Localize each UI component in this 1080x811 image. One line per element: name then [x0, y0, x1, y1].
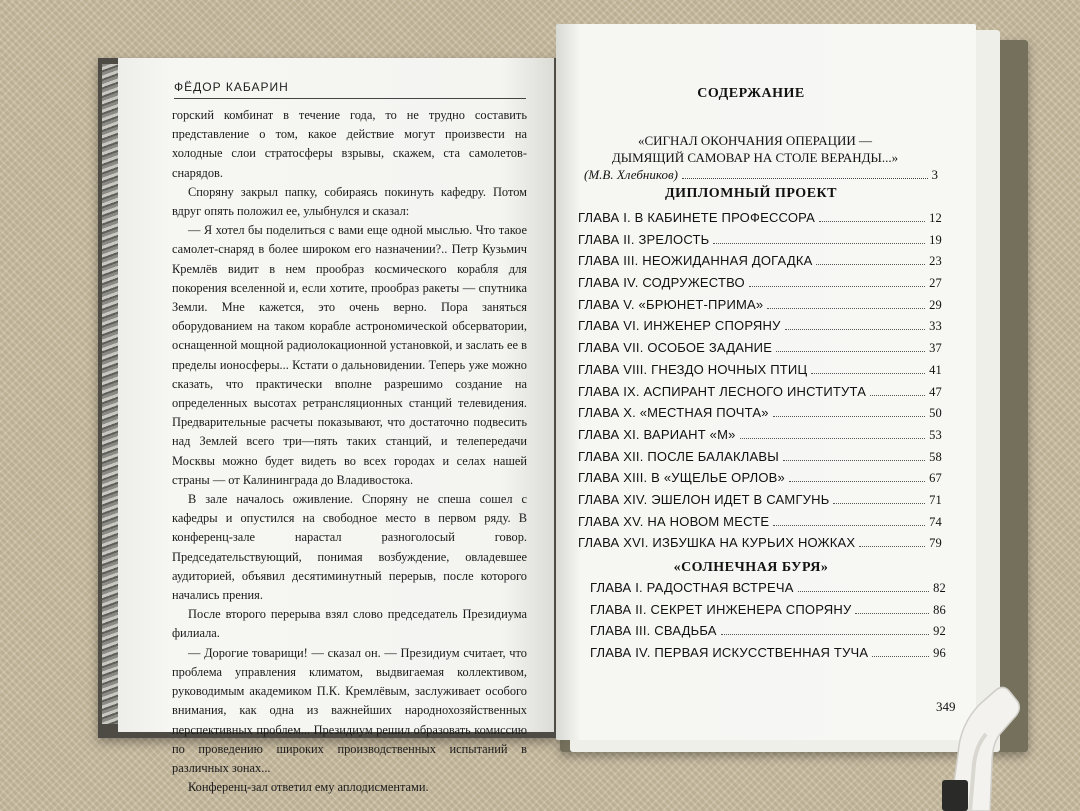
toc-entry — [578, 297, 942, 319]
page-clip — [930, 684, 1020, 811]
paragraph: горский комбинат в течение года, то не трудно составить представление о том, какое действие могут произвести на холодные слои стратосферы взрывы, скажем, ста самолетов-снарядов. — [172, 108, 527, 180]
toc-entry — [578, 384, 942, 406]
toc-entry-page: 27 — [929, 276, 942, 291]
dot-leader — [855, 613, 929, 614]
toc-entry — [578, 210, 942, 232]
dot-leader — [740, 438, 926, 439]
dot-leader — [870, 395, 925, 396]
toc-entry-label: ГЛАВА XI. ВАРИАНТ «М» — [578, 426, 736, 442]
toc-entry-label: ГЛАВА VIII. ГНЕЗДО НОЧНЫХ ПТИЦ — [578, 361, 808, 377]
toc-intro-author-row — [572, 166, 938, 183]
toc-section-2 — [590, 580, 946, 667]
toc-entry — [578, 470, 942, 492]
toc-intro-line2: ДЫМЯЩИЙ САМОВАР НА СТОЛЕ ВЕРАНДЫ...» — [611, 150, 899, 165]
page-body-text — [172, 106, 527, 797]
toc-entry-page: 29 — [929, 297, 942, 312]
dot-leader — [833, 503, 925, 504]
paragraph: После второго перерыва взял слово председатель Президиума филиала. — [172, 607, 527, 641]
dot-leader — [789, 481, 925, 482]
toc-entry-label: ГЛАВА XV. НА НОВОМ МЕСТЕ — [578, 513, 770, 529]
dot-leader — [798, 591, 929, 592]
toc-entry — [590, 580, 946, 602]
toc-entry-page: 96 — [933, 646, 946, 661]
right-page — [556, 24, 976, 740]
toc-intro — [572, 132, 938, 183]
paragraph: — Я хотел бы поделиться с вами еще одной мыслью. Что такое самолет-снаряд в более широком его назначении?.. Петр Кузьмич Кремлёв видит в нем прообраз космического корабля для покорения вселенной и, если хотите, прообраз ракеты — спутника Земли. Мне кажется, это очень верно. Пора заняться оборудованием на таком корабле астрономической обсерватории, оснащенной мощной радиолокационной установкой, и заслать ее в пределы ионосферы... Кстати о дальновидении. Теперь уже можно сказать, что практически вполне разрешимо создание на определенных высотах ретрансляционных станций телевидения. Предварительные расчеты показывают, что достаточно подвесить над Землей всего три—пять таких станций, и телепередачи Москвы можно будет видеть во всех городах и селах нашей страны — от Калининграда до Владивостока. — [172, 223, 527, 487]
toc-entry-label: ГЛАВА II. ЗРЕЛОСТЬ — [578, 231, 710, 247]
toc-entry — [578, 405, 942, 427]
contents-title: СОДЕРЖАНИЕ — [697, 86, 805, 101]
toc-entry-page: 86 — [933, 602, 946, 617]
toc-entry-label: ГЛАВА III. СВАДЬБА — [590, 623, 717, 639]
toc-entry — [590, 645, 946, 667]
header-rule — [174, 98, 526, 99]
toc-entry-label: ГЛАВА IV. ПЕРВАЯ ИСКУССТВЕННАЯ ТУЧА — [590, 645, 869, 661]
toc-intro-page: 3 — [931, 167, 938, 182]
dot-leader — [776, 351, 925, 352]
toc-entry-page: 67 — [929, 471, 942, 486]
toc-entry-page: 33 — [929, 319, 942, 334]
running-head: ФЁДОР КАБАРИН — [174, 80, 289, 94]
toc-entry — [578, 427, 942, 449]
toc-entry-page: 23 — [929, 254, 942, 269]
dot-leader — [713, 243, 925, 244]
toc-entry-page: 19 — [929, 232, 942, 247]
toc-entry-page: 37 — [929, 341, 942, 356]
toc-entry-page: 82 — [933, 581, 946, 595]
toc-entry — [578, 318, 942, 340]
dot-leader — [811, 373, 925, 374]
toc-entry-page: 74 — [929, 514, 942, 529]
toc-entry-label: ГЛАВА XII. ПОСЛЕ БАЛАКЛАВЫ — [578, 448, 779, 464]
dot-leader — [872, 656, 929, 657]
toc-entry-page: 92 — [933, 624, 946, 639]
dot-leader — [816, 264, 925, 265]
toc-entry — [578, 232, 942, 254]
toc-entry — [578, 535, 942, 557]
toc-entry — [578, 514, 942, 536]
toc-entry-label: ГЛАВА VI. ИНЖЕНЕР СПОРЯНУ — [578, 318, 781, 334]
dot-leader — [859, 546, 925, 547]
section-title-diploma: ДИПЛОМНЫЙ ПРОЕКТ — [664, 186, 838, 201]
toc-entry-label: ГЛАВА XIII. В «УЩЕЛЬЕ ОРЛОВ» — [578, 470, 785, 486]
toc-entry-page: 71 — [929, 492, 942, 507]
dot-leader — [749, 286, 925, 287]
toc-entry — [590, 602, 946, 624]
toc-intro-line1: «СИГНАЛ ОКОНЧАНИЯ ОПЕРАЦИИ — — [637, 133, 873, 148]
dot-leader — [773, 525, 925, 526]
toc-entry-label: ГЛАВА V. «БРЮНЕТ-ПРИМА» — [578, 296, 764, 312]
paragraph: Споряну закрыл папку, собираясь покинуть кафедру. Потом вдруг опять положил ее, улыбнулся и сказал: — [172, 184, 527, 219]
toc-entry-page: 50 — [929, 406, 942, 421]
dot-leader — [721, 634, 929, 635]
dot-leader — [682, 178, 928, 179]
dot-leader — [819, 221, 925, 222]
toc-entry — [578, 340, 942, 362]
toc-entry-page: 58 — [929, 449, 942, 464]
toc-entry — [590, 623, 946, 645]
toc-entry-label: ГЛАВА X. «МЕСТНАЯ ПОЧТА» — [578, 405, 769, 421]
toc-entry-label: ГЛАВА VII. ОСОБОЕ ЗАДАНИЕ — [578, 340, 773, 356]
toc-entry-page: 79 — [929, 536, 942, 551]
toc-entry-label: ГЛАВА III. НЕОЖИДАННАЯ ДОГАДКА — [578, 253, 813, 269]
toc-entry — [578, 253, 942, 275]
page-number: 349 — [936, 699, 956, 714]
toc-entry — [578, 449, 942, 471]
toc-entry-label: ГЛАВА XIV. ЭШЕЛОН ИДЕТ В САМГУНЬ — [578, 491, 830, 507]
toc-entry-label: ГЛАВА I. РАДОСТНАЯ ВСТРЕЧА — [590, 580, 794, 595]
toc-entry-label: ГЛАВА IV. СОДРУЖЕСТВО — [578, 275, 745, 291]
toc-entry — [578, 275, 942, 297]
toc-entry — [578, 492, 942, 514]
paragraph: В зале началось оживление. Споряну не спеша сошел с кафедры и опустился на свободное место в первом ряду. В конференц-зале нарастал разноголосый говор. Председательствующий, понимая возбуждение, овладевшее аудиторией, объявил десятиминутный перерыв, после которого начались прения. — [172, 492, 527, 603]
toc-entry-page: 53 — [929, 427, 942, 442]
paragraph: — Дорогие товарищи! — сказал он. — Президиум считает, что проблема управления климатом, выдвигаемая коллективом, руководимым академиком П.К. Кремлёвым, заслуживает особого внимания, как одна из важнейших народнохозяйственных перспективных проблем... Президиум решил образовать комиссию по проведению широких производственных испытаний в различных зонах... — [172, 645, 527, 775]
dot-leader — [767, 308, 925, 309]
dot-leader — [773, 416, 925, 417]
toc-entry-label: ГЛАВА IX. АСПИРАНТ ЛЕСНОГО ИНСТИТУТА — [578, 383, 867, 399]
left-page — [118, 58, 554, 795]
section-title-solar-storm: «СОЛНЕЧНАЯ БУРЯ» — [673, 560, 829, 575]
toc-entry-label: ГЛАВА XVI. ИЗБУШКА НА КУРЬИХ НОЖКАХ — [578, 535, 856, 551]
toc-section-1 — [578, 210, 942, 557]
toc-entry-page: 47 — [929, 384, 942, 399]
paragraph: Конференц-зал ответил ему аплодисментами. — [188, 780, 429, 795]
toc-entry-label: ГЛАВА II. СЕКРЕТ ИНЖЕНЕРА СПОРЯНУ — [590, 601, 852, 617]
toc-entry — [578, 362, 942, 384]
toc-entry-label: ГЛАВА I. В КАБИНЕТЕ ПРОФЕССОРА — [578, 210, 816, 225]
toc-entry-page: 12 — [929, 211, 942, 225]
dot-leader — [783, 460, 925, 461]
toc-entry-page: 41 — [929, 362, 942, 377]
toc-intro-author: (М.В. Хлебников) — [584, 167, 678, 182]
dot-leader — [785, 329, 926, 330]
